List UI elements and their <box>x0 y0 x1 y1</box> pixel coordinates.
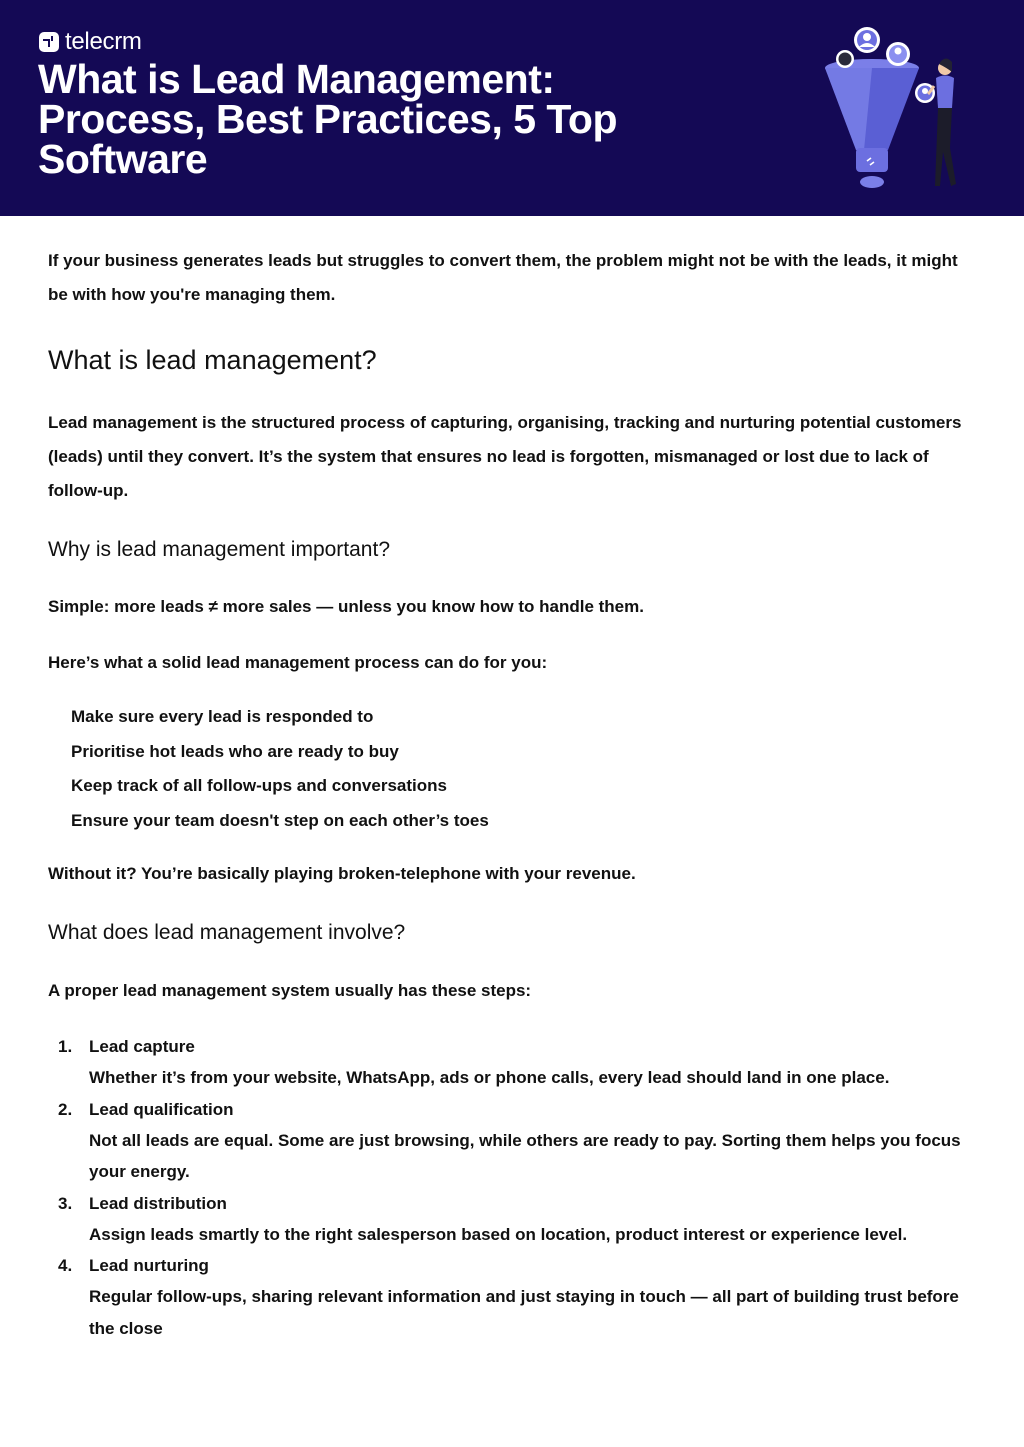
benefits-list <box>71 700 489 838</box>
intro-paragraph: If your business generates leads but struggles to convert them, the problem might not be with the leads, it might be with how you're managing them. <box>48 251 958 304</box>
step-description: Whether it’s from your website, WhatsApp, ads or phone calls, every lead should land in one place. <box>89 1068 890 1087</box>
why-paragraph-intro: Here’s what a solid lead management process can do for you: <box>48 653 548 672</box>
step-number: 1. <box>58 1037 73 1056</box>
list-item: Ensure your team doesn't step on each other’s toes <box>71 810 489 830</box>
brand-name: telecrm <box>65 28 142 55</box>
step-title: Lead capture <box>89 1037 195 1056</box>
steps-list <box>48 1031 978 1344</box>
step-item <box>48 1250 978 1344</box>
involve-paragraph: A proper lead management system usually has these steps: <box>48 981 532 1000</box>
section-heading-involve: What does lead management involve? <box>48 921 406 944</box>
step-description: Not all leads are equal. Some are just browsing, while others are ready to pay. Sorting them helps you focus your energy. <box>89 1130 961 1181</box>
list-item: Prioritise hot leads who are ready to buy <box>71 741 399 761</box>
definition-paragraph: Lead management is the structured process of capturing, organising, tracking and nurturing potential customers (leads) until they convert. It’s the system that ensures no lead is forgotten, mismanaged or lost due to lack of follow-up. <box>48 413 962 500</box>
funnel-with-person-illustration <box>812 20 982 200</box>
step-description: Regular follow-ups, sharing relevant information and just staying in touch — all part of building trust before the close <box>89 1287 959 1338</box>
step-item <box>48 1094 978 1188</box>
brand-logo[interactable] <box>39 28 142 56</box>
step-title: Lead qualification <box>89 1099 234 1119</box>
list-item: Keep track of all follow-ups and conversations <box>71 776 447 795</box>
header-banner <box>0 0 1024 216</box>
step-number: 2. <box>58 1099 73 1119</box>
step-number: 4. <box>58 1256 73 1275</box>
why-paragraph-simple: Simple: more leads ≠ more sales — unless you know how to handle them. <box>48 597 644 616</box>
section-heading-what-is: What is lead management? <box>48 345 377 375</box>
step-number: 3. <box>58 1193 73 1213</box>
page-title: What is Lead Management: Process, Best Practices, 5 Top Software <box>38 56 618 182</box>
list-item: Make sure every lead is responded to <box>71 707 374 726</box>
step-title: Lead nurturing <box>89 1256 209 1275</box>
step-item <box>48 1031 978 1094</box>
step-item <box>48 1188 978 1251</box>
why-paragraph-without: Without it? You’re basically playing broken-telephone with your revenue. <box>48 864 636 883</box>
step-title: Lead distribution <box>89 1193 227 1213</box>
step-description: Assign leads smartly to the right salesperson based on location, product interest or experience level. <box>89 1224 908 1244</box>
section-heading-why-important: Why is lead management important? <box>48 538 390 561</box>
telecrm-logo-icon <box>39 32 59 52</box>
